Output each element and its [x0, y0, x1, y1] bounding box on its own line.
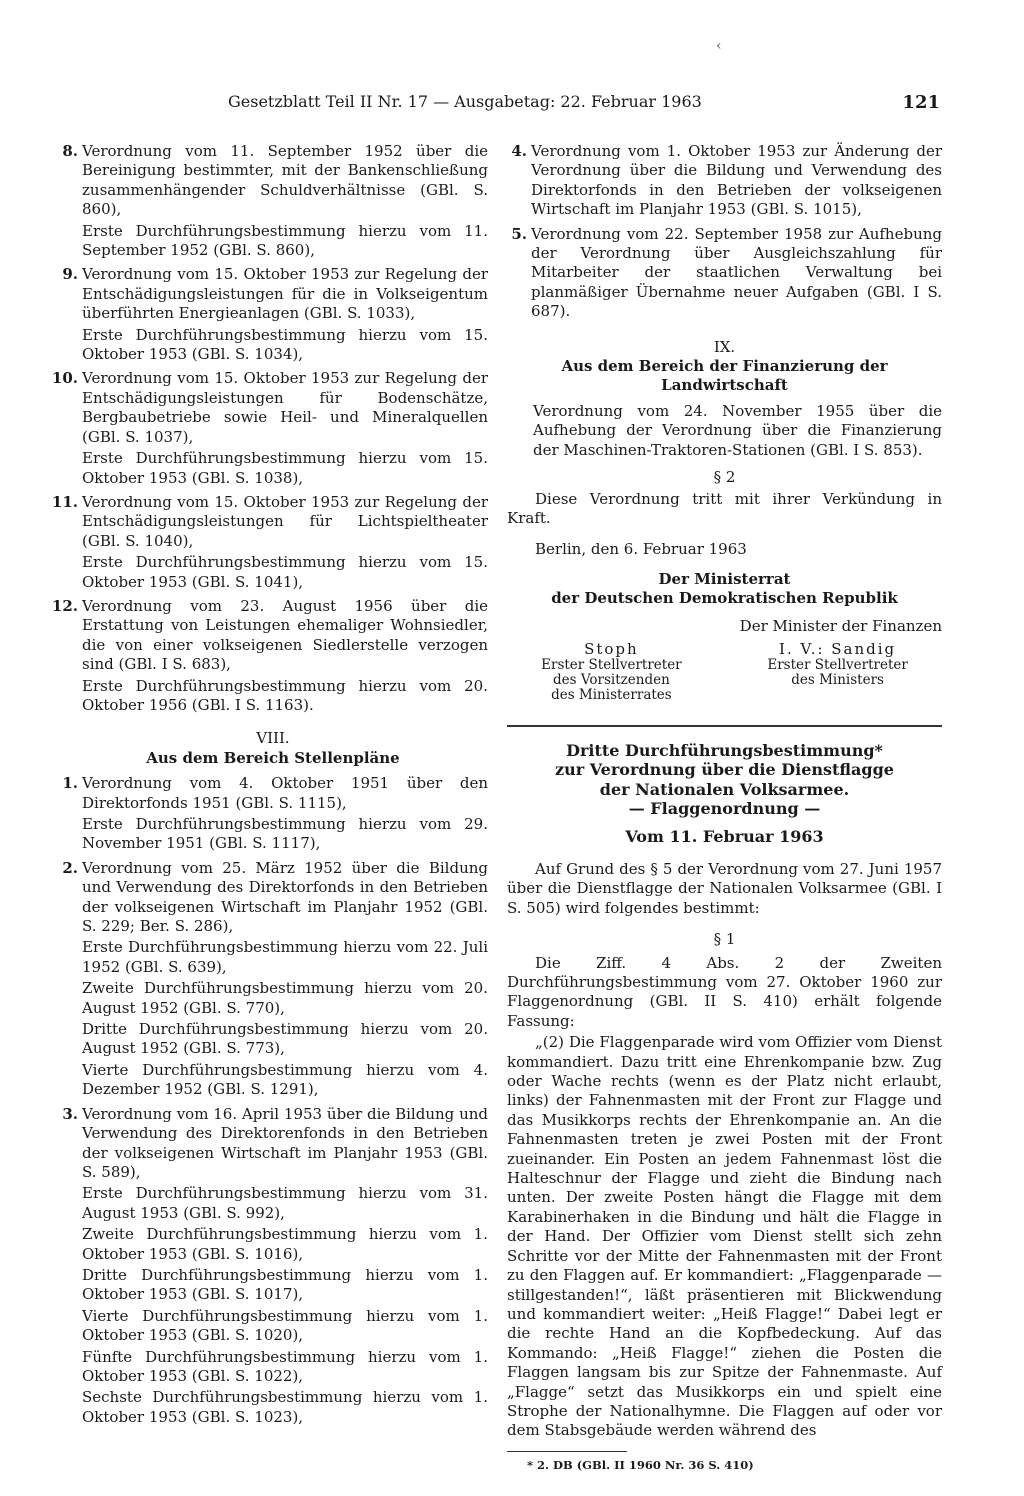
paragraph-2-label: § 2 — [713, 468, 736, 487]
item-subtext: Erste Durchführungsbestimmung hierzu vom 15. Oktober 1953 (GBl. S. 1038), — [82, 449, 488, 487]
footnote: * 2. DB (GBl. II 1960 Nr. 36 S. 410) — [527, 1457, 754, 1472]
item-subtext: Erste Durchführungsbestimmung hierzu vom 15. Oktober 1953 (GBl. S. 1034), — [82, 325, 488, 364]
paragraph-2-text: Diese Verordnung tritt mit ihrer Verkündung in Kraft. — [507, 489, 942, 527]
list-item — [58, 265, 488, 364]
paragraph-1-text: Die Ziff. 4 Abs. 2 der Zweiten Durchführungsbestimmung vom 27. Oktober 1960 zur Flaggenordnung (GBl. II S. 410) erhält folgende Fassung: — [507, 953, 942, 1030]
signature-name-stoph: Stoph — [584, 639, 639, 658]
section-ix-text: Verordnung vom 24. November 1955 über die Aufhebung der Verordnung über die Finanzierung der Maschinen-Traktoren-Stationen (GBl. I S. 853). — [533, 401, 942, 459]
item-subtext: Erste Durchführungsbestimmung hierzu vom 11. September 1952 (GBl. S. 860), — [82, 221, 488, 260]
item-number: 8. — [62, 142, 78, 160]
signature-block — [507, 639, 942, 703]
page-header — [228, 92, 940, 113]
doc-title-line-3: der Nationalen Volksarmee. — [599, 779, 850, 799]
signature-role-line: Erster Stellvertreter — [767, 656, 908, 673]
minister-title: Der Minister der Finanzen — [739, 616, 942, 635]
signature-role-line: Erster Stellvertreter — [541, 656, 682, 673]
doc-title-line-4: — Flaggenordnung — — [628, 799, 821, 819]
section-number-ix: IX. — [713, 337, 736, 356]
item-number: 2. — [62, 858, 78, 877]
list-item — [507, 142, 942, 220]
right-column — [507, 142, 942, 1475]
intro-text: Auf Grund des § 5 der Verordnung vom 27. Juni 1957 über die Dienstflagge der Nationalen Volksarmee (GBl. I S. 505) wird folgendes bestimmt: — [507, 859, 942, 917]
item-subtext: Erste Durchführungsbestimmung hierzu vom 31. August 1953 (GBl. S. 992), — [82, 1184, 488, 1222]
list-item — [58, 774, 488, 854]
item-number: 10. — [51, 369, 78, 388]
item-text: Verordnung vom 15. Oktober 1953 zur Regelung der Entschädigungsleistungen für die in Volkseigentum überführten Energieanlagen (GBl. S. 1033), — [82, 265, 488, 323]
item-subtext: Zweite Durchführungsbestimmung hierzu vom 20. August 1952 (GBl. S. 770), — [82, 979, 488, 1017]
org-line-2: der Deutschen Demokratischen Republik — [551, 589, 898, 608]
item-subtext: Zweite Durchführungsbestimmung hierzu vom 1. Oktober 1953 (GBl. S. 1016), — [82, 1225, 488, 1263]
left-entry-list-2 — [58, 774, 488, 1427]
doc-title-line-2: zur Verordnung über die Dienstflagge — [555, 760, 894, 780]
header-title: Gesetzblatt Teil II Nr. 17 — Ausgabetag: 22. Februar 1963 — [228, 92, 702, 111]
left-entry-list — [51, 142, 488, 715]
left-column — [51, 142, 488, 1432]
item-subtext: Vierte Durchführungsbestimmung hierzu vom 4. Dezember 1952 (GBl. S. 1291), — [82, 1060, 488, 1099]
place-date: Berlin, den 6. Februar 1963 — [535, 540, 747, 559]
list-item — [58, 142, 488, 260]
signature-name-sandig: I. V.: Sandig — [779, 639, 897, 658]
item-number: 11. — [51, 492, 78, 511]
item-text: Verordnung vom 4. Oktober 1951 über den Direktorfonds 1951 (GBl. S. 1115), — [82, 774, 488, 812]
item-text: Verordnung vom 1. Oktober 1953 zur Änderung der Verordnung über die Bildung und Verwendung des Direktorfonds in den Betrieben der volkseigenen Wirtschaft im Planjahr 1953 (GBl. S. 1015), — [531, 142, 942, 219]
page-number: 121 — [902, 92, 940, 113]
list-item — [58, 1105, 488, 1428]
item-text: Verordnung vom 23. August 1956 über die Erstattung von Leistungen ehemaliger Wohnsiedler, die von einer volkseigenen Siedlerstelle verzogen sind (GBl. I S. 683), — [82, 596, 488, 674]
item-text: Verordnung vom 11. September 1952 über die Bereinigung bestimmter, mit der Bankenschließung zusammenhängender Schuldverhältnisse (GBl. S. 860), — [82, 142, 488, 219]
item-number: 3. — [62, 1104, 78, 1123]
doc-date: Vom 11. Februar 1963 — [625, 826, 824, 846]
org-line-1: Der Ministerrat — [658, 569, 791, 588]
section-number-viii: VIII. — [256, 729, 290, 748]
paragraph-1-label: § 1 — [713, 930, 736, 949]
item-text: Verordnung vom 15. Oktober 1953 zur Regelung der Entschädigungsleistungen für Lichtspieltheater (GBl. S. 1040), — [82, 492, 488, 550]
item-number: 5. — [511, 224, 527, 243]
list-item — [507, 225, 942, 322]
item-number: 4. — [511, 142, 527, 160]
signature-role-line: des Ministerrates — [551, 686, 672, 703]
item-subtext: Erste Durchführungsbestimmung hierzu vom 15. Oktober 1953 (GBl. S. 1041), — [82, 553, 488, 591]
signature-left — [507, 639, 716, 703]
section-divider — [507, 725, 942, 727]
list-item — [51, 369, 488, 487]
item-subtext: Fünfte Durchführungsbestimmung hierzu vom 1. Oktober 1953 (GBl. S. 1022), — [82, 1347, 488, 1385]
margin-mark: ‹ — [716, 38, 722, 54]
signature-role-line: des Ministers — [791, 671, 884, 688]
item-subtext: Vierte Durchführungsbestimmung hierzu vom 1. Oktober 1953 (GBl. S. 1020), — [82, 1306, 488, 1345]
doc-title-line-1: Dritte Durchführungsbestimmung* — [566, 740, 883, 760]
list-item — [51, 596, 488, 715]
signature-role-line: des Vorsitzenden — [553, 671, 670, 688]
section-title-viii: Aus dem Bereich Stellenpläne — [146, 748, 400, 767]
item-subtext: Dritte Durchführungsbestimmung hierzu vom 20. August 1952 (GBl. S. 773), — [82, 1020, 488, 1058]
item-text: Verordnung vom 22. September 1958 zur Aufhebung der Verordnung über Ausgleichszahlung für Mitarbeiter der staatlichen Verwaltung bei planmäßiger Übernahme neuer Aufgaben (GBl. I S. 687). — [531, 224, 942, 321]
item-number: 9. — [62, 265, 78, 284]
item-text: Verordnung vom 15. Oktober 1953 zur Regelung der Entschädigungsleistungen für Bodenschätze, Bergbaubetriebe sowie Heil- und Mineralquellen (GBl. S. 1037), — [82, 369, 488, 446]
item-subtext: Erste Durchführungsbestimmung hierzu vom 29. November 1951 (GBl. S. 1117), — [82, 815, 488, 853]
item-subtext: Sechste Durchführungsbestimmung hierzu vom 1. Oktober 1953 (GBl. S. 1023), — [82, 1388, 488, 1426]
signature-right — [733, 639, 942, 703]
item-subtext: Erste Durchführungsbestimmung hierzu vom 22. Juli 1952 (GBl. S. 639), — [82, 938, 488, 976]
footnote-rule — [507, 1451, 627, 1452]
list-item — [51, 492, 488, 592]
section-title-ix: Aus dem Bereich der Finanzierung der Landwirtschaft — [561, 357, 888, 395]
item-text: Verordnung vom 25. März 1952 über die Bildung und Verwendung des Direktorfonds in den Betrieben der volkseigenen Wirtschaft im Planjahr 1952 (GBl. S. 229; Ber. S. 286), — [82, 858, 488, 936]
item-number: 1. — [62, 774, 78, 793]
item-number: 12. — [51, 596, 78, 615]
right-entry-list — [507, 142, 942, 322]
item-text: Verordnung vom 16. April 1953 über die Bildung und Verwendung des Direktorenfonds in den Betrieben der volkseigenen Wirtschaft im Planjahr 1953 (GBl. S. 589), — [82, 1104, 488, 1181]
item-subtext: Dritte Durchführungsbestimmung hierzu vom 1. Oktober 1953 (GBl. S. 1017), — [82, 1265, 488, 1304]
list-item — [58, 859, 488, 1100]
item-subtext: Erste Durchführungsbestimmung hierzu vom 20. Oktober 1956 (GBl. I S. 1163). — [82, 676, 488, 714]
quoted-provision: „(2) Die Flaggenparade wird vom Offizier vom Dienst kommandiert. Dazu tritt eine Ehrenkompanie bzw. Zug oder Wache rechts (wenn es der Platz nicht erlaubt, links) der Fahnenmasten mit der Front zur Flagge und das Musikkorps rechts der Ehrenkompanie an. An die Fahnenmasten treten je zwei Posten mit der Front zueinander. Ein Posten an jedem Fahnenmast löst die Halteschnur der Flagge und zieht die Bindung nach unten. Der zweite Posten hängt die Flagge mit dem Karabinerhaken in die Bindung und hält die Flagge in der Hand. Der Offizier vom Dienst stellt sich zehn Schritte vor der Mitte der Fahnenmasten mit der Front zu den Flaggen auf. Er kommandiert: „Flaggenparade — stillgestanden!“, läßt präsentieren mit Blickwendung und kommandiert weiter: „Heiß Flagge!“ Dabei legt er die rechte Hand an die Kopfbedeckung. Auf das Kommando: „Heiß Flagge!“ ziehen die Posten die Flaggen langsam bis zur Spitze der Fahnenmaste. Auf „Flagge“ setzt das Musikkorps ein und spielt eine Strophe der Nationalhymne. Die Flaggen auf oder vor dem Stabsgebäude werden während des — [507, 1033, 942, 1440]
